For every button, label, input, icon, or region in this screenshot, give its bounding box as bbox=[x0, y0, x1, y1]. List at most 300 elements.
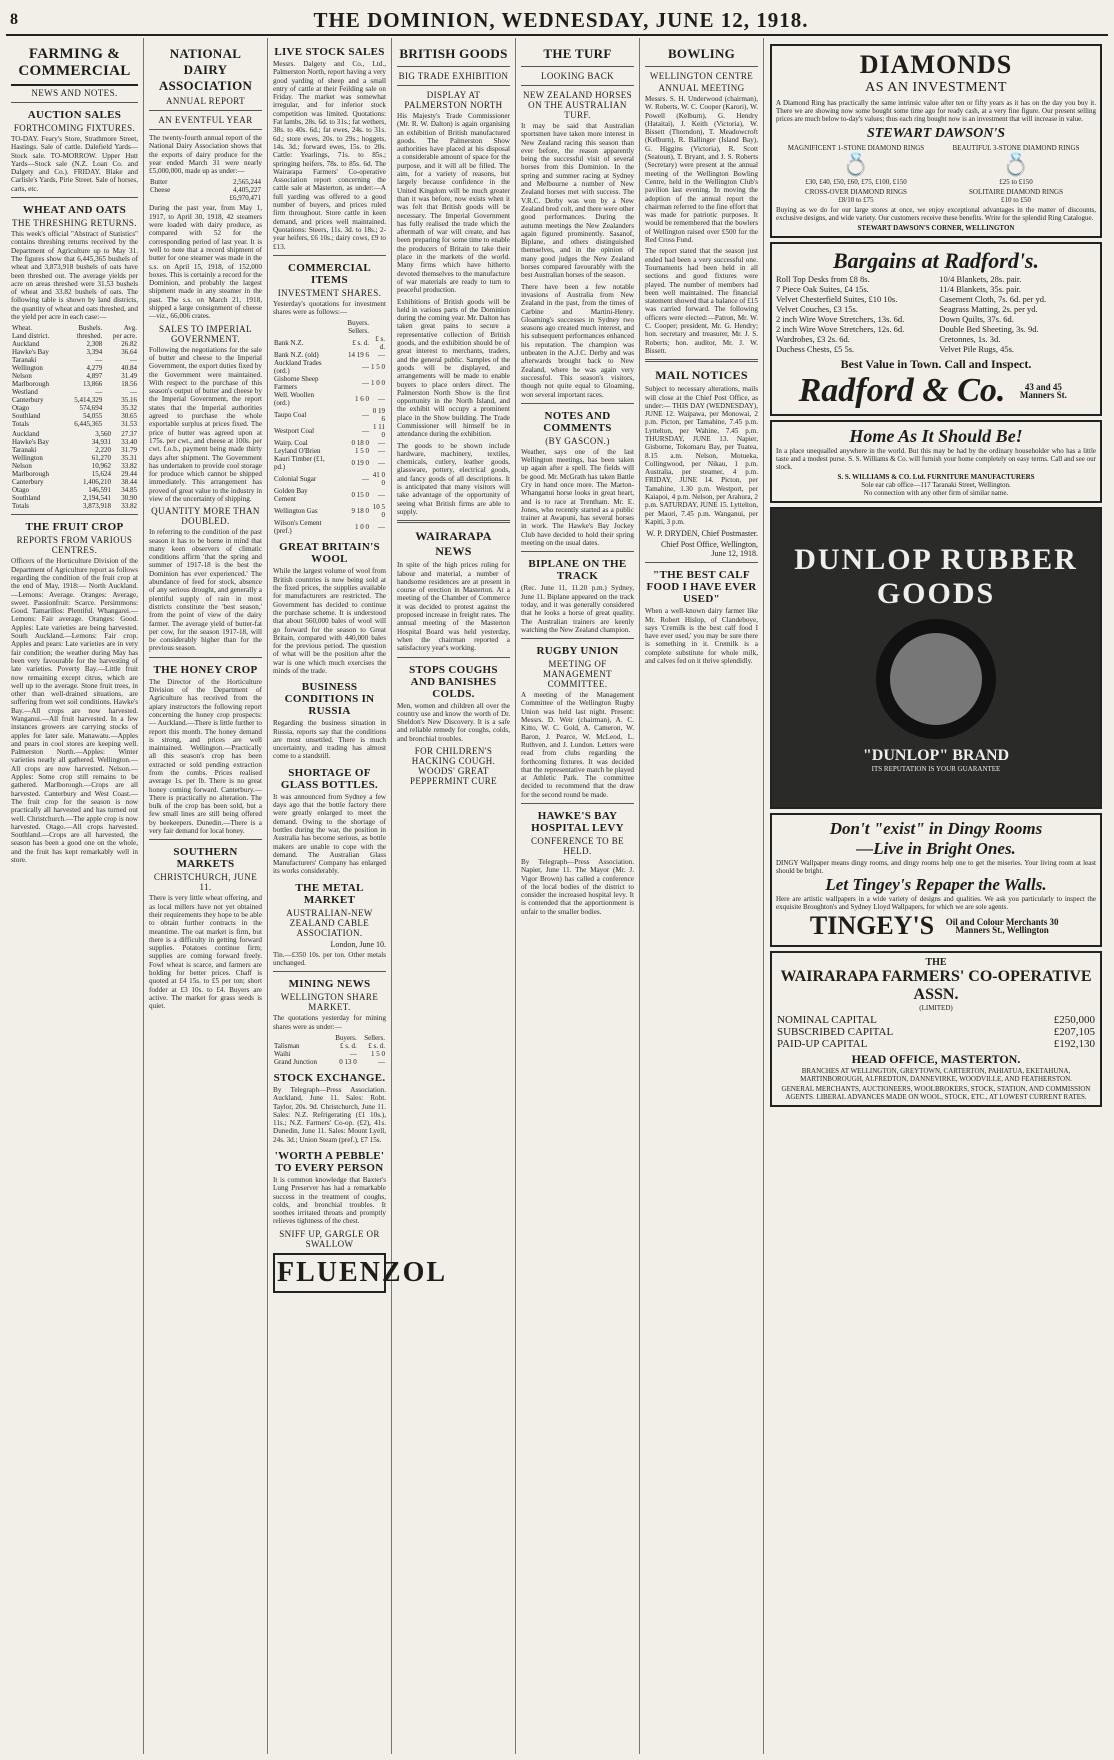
table-row bbox=[273, 391, 386, 407]
article-text: It may be said that Australian sportsmen have taken more interest in New Zealand racing this season than ever before, the reason apparently being the successful visit of several horses from this Dominion. In the spring and summer racing at Sydney and Melbourne a number of New Zealand horses met with success. The V.R.C. Derby was won by a New Zealand bred colt, and there were other good performances. During the autumn meetings the New Zealanders again figured prominently. Sasanof, Biplane, and others distinguished themselves, and in the opinion of many good judges the New Zealand horses compared favourably with the best Australian horses of the season. bbox=[521, 122, 634, 280]
table-row bbox=[273, 423, 386, 439]
table-row bbox=[11, 380, 138, 388]
article-subheading: REPORTS FROM VARIOUS CENTRES. bbox=[16, 535, 133, 556]
ad-title: DIAMONDS bbox=[859, 50, 1013, 79]
table-cell: Sellers. bbox=[364, 1033, 385, 1042]
list-item: Duchess Chests, £5 5s. bbox=[776, 344, 855, 354]
table-cell: — bbox=[378, 523, 385, 532]
article-heading: NOTES AND COMMENTS bbox=[543, 409, 612, 434]
table-row bbox=[11, 372, 138, 380]
ad-title: DUNLOP RUBBER GOODS bbox=[794, 543, 1078, 610]
divider bbox=[645, 359, 758, 362]
table-cell: — bbox=[378, 1057, 385, 1066]
table-row bbox=[11, 502, 138, 510]
list-item: Velvet Couches, £3 15s. bbox=[776, 304, 858, 314]
list-item: Roll Top Desks from £8 8s. bbox=[776, 274, 870, 284]
table-cell: £6,970,471 bbox=[229, 194, 261, 203]
table-cell: 146,591 bbox=[88, 486, 111, 495]
divider bbox=[645, 562, 758, 563]
article-text: By Telegraph—Press Association. Napier, June 11. The Mayor (Mr. J. Vigor Brown) has called a conference of the local bodies of the district to consider the increased hospital levy. It is contended that the apportionment is unfair to the smaller bodies. bbox=[521, 858, 634, 916]
table-cell: — bbox=[95, 388, 103, 397]
table-cell: 4,405,227 bbox=[233, 186, 261, 195]
table-cell: £250,000 bbox=[1053, 1014, 1095, 1026]
table-cell: Avg. bbox=[123, 324, 137, 333]
ad-brand: Radford & Co. bbox=[798, 372, 1006, 409]
table-cell: Waihi bbox=[274, 1049, 291, 1058]
article-heading: STOCK EXCHANGE. bbox=[273, 1071, 386, 1084]
section-subtitle: NEWS AND NOTES. bbox=[31, 88, 118, 98]
wheat-table bbox=[11, 324, 138, 428]
ad-subtitle: (LIMITED) bbox=[919, 1004, 953, 1012]
table-cell: Wairp. Coal bbox=[274, 439, 308, 448]
table-cell: NOMINAL CAPITAL bbox=[777, 1014, 877, 1026]
table-cell: 0 19 0 bbox=[351, 459, 369, 468]
article-text: When a well-known dairy farmer like Mr. Robert Hislop, of Clandeboye, says 'Cremilk is the best calf food I have ever used,' you may be sure there is something in it. Cremilk is a complete substitute for whole milk, and calves fed on it thrive splendidly. bbox=[645, 607, 758, 666]
dunlop-ad bbox=[770, 507, 1102, 809]
table-row bbox=[11, 356, 138, 364]
article-subheading: ANNUAL MEETING bbox=[658, 83, 745, 93]
ring-label: SOLITAIRE DIAMOND RINGS bbox=[969, 188, 1063, 196]
ad-branches: BRANCHES AT WELLINGTON, GREYTOWN, CARTERTON, PAHIATUA, EKETAHUNA, MARTINBOROUGH, ALFREDTON, DANNEVIRKE, WOODVILLE, AND FEATHERSTON. bbox=[800, 1067, 1072, 1083]
table-cell: Wellington Gas bbox=[274, 507, 318, 516]
table-row bbox=[11, 412, 138, 420]
table-cell: — bbox=[378, 439, 385, 448]
divider bbox=[645, 66, 758, 67]
article-subheading: WELLINGTON SHARE MARKET. bbox=[280, 992, 379, 1013]
table-cell: 29.44 bbox=[121, 470, 137, 479]
article-text: Exhibitions of British goods will be held in various parts of the Dominion during the coming year. Mr. Dalton has taken great pains to secure a representative collection of British goods, and the exhibition should be of great interest to merchants, traders, and the general public. Samples of the goods will be displayed, and arrangements will be made to enable buyers to place orders direct. The Palmerston North Show is the first opportunity in the North Island, and the exhibit will occupy a prominent place in the Show building. The Trade Commissioner will himself be in attendance during the exhibition. bbox=[397, 297, 510, 439]
article-subheading: FORTHCOMING FIXTURES. bbox=[13, 123, 136, 133]
divider bbox=[149, 657, 262, 658]
table-cell: Auckland bbox=[12, 430, 40, 439]
table-cell: 13,866 bbox=[83, 380, 103, 389]
article-text: Messrs. Dalgety and Co., Ltd., Palmerston North, report having a very good yarding of sheep and a small entry of cattle at their Feilding sale on Friday. The market was somewhat irregular, and for inferior stock competition was limited. Quotations: Fat lambs, 28s. 6d. to 31s.; fat wethers, 38s. to 40s. 6d.; fat ewes, 24s. to 31s. 6d.; store ewes, 20s. to 29s.; hoggets, 14s. 3d.; forward ewes, 15s. to 20s. Cattle: Yearlings, 71s. to 85s.; springing heifers, 78s. to 85s. 6d. The Wairarapa Farmers' Co-operative Association report concerning the cattle sale at Masterton, as under:—A full yarding was offered to a good number of buyers, and prices ruled firm throughout. Store cattle in keen demand, and prices well maintained. Quotations: Steers, 11s. 3d. to 18s.; 2-year heifers, £6 10s.; dairy cows, £9 to £13. bbox=[273, 60, 386, 251]
divider bbox=[521, 66, 634, 67]
oats-table bbox=[11, 430, 138, 510]
table-cell: 18.56 bbox=[121, 380, 137, 389]
table-row bbox=[273, 1050, 386, 1058]
column-farming bbox=[6, 38, 144, 1754]
table-cell: Westland bbox=[12, 388, 38, 397]
newspaper-title: THE DOMINION, WEDNESDAY, JUNE 12, 1918. bbox=[313, 7, 809, 32]
table-cell: 574,694 bbox=[79, 404, 103, 413]
table-cell: 4,279 bbox=[86, 364, 103, 373]
table-cell: — bbox=[362, 363, 369, 372]
column-dairy bbox=[144, 38, 268, 1754]
table-row bbox=[273, 455, 386, 471]
list-item: Cretonnes, 1s. 3d. bbox=[939, 334, 1001, 344]
article-subheading: DISPLAY AT PALMERSTON NORTH bbox=[404, 90, 503, 110]
ad-title: Don't "exist" in Dingy Rooms bbox=[829, 819, 1043, 838]
article-heading: COMMERCIAL ITEMS bbox=[287, 261, 372, 286]
ad-address: 43 and 45 Manners St. bbox=[1019, 382, 1067, 400]
article-text: Following the negotiations for the sale of butter and cheese to the Imperial Government, the export duties fixed by the Government were maintained. With respect to the purchase of this season's output of butter and cheese by the Imperial Government, the report states that the Imperial authorities agreed to purchase the whole exportable surplus at prices fixed. The price of butter was agreed upon at 175s. per cwt., and cheese at 100s. per cwt. f.o.b., payment being made thirty days after shipment. The Government has undertaken to provide cool storage for produce which cannot be shipped immediately. This arrangement has proved of great value to the industry in view of the uncertainty of shipping. bbox=[149, 345, 262, 503]
table-row bbox=[11, 494, 138, 502]
table-cell: 38.44 bbox=[121, 478, 137, 487]
table-cell: Taranaki bbox=[12, 446, 37, 455]
table-cell: 2,194,541 bbox=[82, 494, 111, 503]
ad-text: Buying as we do for our large stores at once, we enjoy exceptional advantages in the matter of discounts, exclusive designs, and wide variety. Our customers receive these benefits. Write for the splendid Ring Catalogue. bbox=[776, 206, 1096, 222]
table-cell: Hawke's Bay bbox=[12, 348, 49, 357]
radford-list-left bbox=[776, 274, 933, 354]
table-row bbox=[11, 364, 138, 372]
ad-trade: GENERAL MERCHANTS, AUCTIONEERS, WOOLBROKERS, STOCK, STATION, AND COMMISSION AGENTS. LIBERAL ADVANCES MADE ON WOOL, STOCK, ETC., AT LOWEST CURRENT RATES. bbox=[781, 1085, 1091, 1101]
article-subheading: THE THRESHING RETURNS. bbox=[12, 218, 137, 229]
page-number: 8 bbox=[10, 11, 18, 28]
table-row bbox=[11, 470, 138, 478]
table-cell: 1 5 0 bbox=[355, 447, 369, 456]
table-row bbox=[11, 486, 138, 494]
divider bbox=[521, 638, 634, 639]
ad-slogan: Let Tingey's Repaper the Walls. bbox=[825, 875, 1047, 894]
list-item: 2 inch Wire Wove Stretchers, 13s. 6d. bbox=[776, 314, 905, 324]
article-subheading: BIG TRADE EXHIBITION bbox=[398, 71, 509, 81]
table-cell: 9 18 0 bbox=[351, 507, 369, 516]
mining-table bbox=[273, 1034, 386, 1066]
table-cell: 3,394 bbox=[86, 348, 103, 357]
ad-office: HEAD OFFICE, MASTERTON. bbox=[851, 1052, 1021, 1066]
table-row bbox=[776, 1026, 1096, 1038]
table-cell: Taupo Coal bbox=[274, 411, 307, 420]
article-heading: SOUTHERN MARKETS bbox=[173, 846, 238, 871]
table-cell: Land district. bbox=[12, 332, 50, 341]
article-heading: SHORTAGE OF GLASS BOTTLES. bbox=[280, 766, 379, 791]
divider bbox=[273, 255, 386, 256]
list-item: 2 inch Wire Wove Stretchers, 12s. 6d. bbox=[776, 324, 905, 334]
table-cell: 34,931 bbox=[91, 438, 111, 447]
ad-footer: STEWART DAWSON'S CORNER, WELLINGTON bbox=[857, 224, 1015, 232]
article-text: It is common knowledge that Baxter's Lung Preserver has had a remarkable success in the treatment of coughs, colds, and bronchial troubles. It soothes irritated throats and promptly relieves tightness of the chest. bbox=[273, 1176, 386, 1226]
article-heading: STOPS COUGHS AND BANISHES COLDS. bbox=[409, 663, 498, 700]
article-text: TO-DAY. Feary's Store, Strathmore Street, Hastings. Sale of cattle. Dalefield Yards—Stock sale. TO-MORROW. Upper Hutt Yards—Stock sale (N.Z. Loan Co. and Dalgety and Co.). FRIDAY. Blake and Carlisle's Yards, Pirie Street. Sale of horses, carts, etc. bbox=[11, 135, 138, 193]
table-cell: 10 5 0 bbox=[372, 503, 385, 520]
list-item: 10/4 Blankets, 28s. pair. bbox=[939, 274, 1022, 284]
article-text: By Telegraph—Press Association. Auckland, June 11. Sales: Robt. Taylor, 20s. 9d. Christchurch, June 11. Sales: N.Z. Refrigerating (£1 10s.), 11s.; N.Z. Farmers' Co-op. (£2), 41s. Dunedin, June 11. Sales: Mount Lyell, 24s. 3d.; Union Steam (pref.), £7 15s. bbox=[273, 1085, 386, 1144]
article-text: Subject to necessary alterations, mails will close at the Chief Post Office, as under:— THIS DAY (WEDNESDAY), JUNE 12. Waipawa, per Monowai, 2 p.m. Picton, per Tamahine, 7.45 p.m. Lyttelton, per Wahine, 7.45 p.m. THURSDAY, JUNE 13. Napier, Gisborne, Tokomaru Bay, per Tuatea, 8.15 a.m. Nelson, Motueka, Collingwood, per Nikau, 1 p.m. Australia, per steamer, 4 p.m. FRIDAY, JUNE 14. Picton, per Tamahine, 1.30 p.m. Westport, per Kaiapoi, 4 p.m. Nelson, per Arahura, 2 p.m. SATURDAY, JUNE 15. Lyttelton, per Maori, 7.45 p.m. Wanganui, per Kapiti, 3 p.m. bbox=[645, 385, 758, 526]
table-cell: 15,624 bbox=[91, 470, 111, 479]
table-cell: Bank N.Z. (old) bbox=[274, 351, 319, 360]
table-row bbox=[11, 420, 138, 428]
table-row bbox=[11, 454, 138, 462]
ad-title: Home As It Should Be! bbox=[849, 426, 1023, 446]
williams-ad bbox=[770, 420, 1102, 503]
table-cell: 2,565,244 bbox=[233, 178, 261, 187]
article-text: It was announced from Sydney a few days ago that the bottle factory there were greatly enlarged to meet the demand. Owing to the shortage of bottles during the war, the position in Australia has become serious, as bottle makers are unable to cope with the demand. The Australian Glass Manufacturers' Company has enlarged its works considerably. bbox=[273, 792, 386, 876]
article-text: A meeting of the Management Committee of the Wellington Rugby Union was held last night. Present: Messrs. D. Weir (chairman), A. C. Kitto, W. C. Gold, A. Cameron, W. Baron, J. Pearce, W. McLeod, L. Ruthven, and J. Lundon. Letters were read from clubs regarding the forthcoming fixtures. It was decided that the representative match be played at Athletic Park. The committee decided to recommend that the draw for the second round be made. bbox=[521, 691, 634, 799]
ad-subtitle: ITS REPUTATION IS YOUR GUARANTEE bbox=[871, 765, 1001, 773]
table-row bbox=[776, 1038, 1096, 1050]
table-cell: 30.90 bbox=[121, 494, 137, 503]
table-row bbox=[11, 478, 138, 486]
article-subheading: CONFERENCE TO BE HELD. bbox=[530, 836, 625, 856]
ad-subtitle: AS AN INVESTMENT bbox=[865, 80, 1007, 95]
ring-price: £30, £40, £50, £60, £75, £100, £150 bbox=[805, 178, 907, 186]
table-cell: 54,055 bbox=[83, 412, 103, 421]
ad-address: Oil and Colour Merchants 30 Manners St., Wellington bbox=[945, 917, 1059, 935]
table-cell: Canterbury bbox=[12, 478, 44, 487]
ad-brand: "DUNLOP" BRAND bbox=[862, 747, 1010, 764]
divider bbox=[149, 839, 262, 840]
article-heading: HAWKE'S BAY HOSPITAL LEVY bbox=[531, 810, 624, 834]
column-bowling bbox=[640, 38, 764, 1754]
column-advertisements bbox=[764, 38, 1108, 1754]
table-cell: £ s. d. bbox=[352, 339, 369, 348]
table-cell: Gisborne Sheep Farmers bbox=[274, 375, 319, 392]
table-row bbox=[273, 439, 386, 447]
column-turf bbox=[516, 38, 640, 1754]
article-heading: LIVE STOCK SALES bbox=[274, 46, 385, 58]
table-cell: 1 5 0 bbox=[371, 1049, 385, 1058]
article-heading: BIPLANE ON THE TRACK bbox=[528, 558, 627, 583]
table-cell: 1 5 0 bbox=[371, 363, 385, 372]
shares-table bbox=[273, 319, 386, 535]
table-cell: Nelson bbox=[12, 372, 32, 381]
table-row bbox=[273, 519, 386, 535]
article-text: Regarding the business situation in Russia, reports say that the conditions are most unsettled. There is much uncertainty, and trading has almost come to a standstill. bbox=[273, 719, 386, 761]
diamonds-ad bbox=[770, 44, 1102, 238]
table-cell: Bushels. bbox=[78, 324, 103, 333]
table-cell: Auckland Trades (ord.) bbox=[274, 359, 322, 376]
list-item: Double Bed Sheeting, 3s. 9d. bbox=[939, 324, 1039, 334]
divider bbox=[149, 129, 262, 130]
table-cell: Auckland bbox=[12, 340, 40, 349]
table-cell: Wellington bbox=[12, 364, 43, 373]
table-row bbox=[273, 503, 386, 519]
table-cell: — bbox=[378, 447, 385, 456]
divider bbox=[273, 971, 386, 972]
signature: W. P. DRYDEN, Chief Postmaster. bbox=[646, 529, 758, 539]
ring-icon: 💍 bbox=[842, 152, 870, 177]
table-row bbox=[11, 324, 138, 332]
table-cell: £207,105 bbox=[1053, 1026, 1095, 1038]
table-cell: Westport Coal bbox=[274, 427, 315, 436]
table-cell: 26.82 bbox=[121, 340, 137, 349]
article-heading: RUGBY UNION bbox=[536, 645, 619, 658]
divider bbox=[521, 85, 634, 86]
table-cell: Colonial Sugar bbox=[274, 475, 317, 484]
table-cell: £ s. d. bbox=[368, 1041, 385, 1050]
article-text: The Director of the Horticulture Division of the Department of Agriculture has received from the apiary instructors the following report concerning the honey crop prospects:— Auckland.—There is little further to report this month. The honey demand is strong, and prices are well maintained. Wellington.—Practically all this season's crop has been extracted or sold pending extraction from the combs. Prices realised average 1s. per lb. There is no great honey coming forward. Canterbury.—There is practically no alteration. The bulk of the crop has been sold, but a few small lines are still being offered by beekeepers. Dunedin.—There is a very fair demand for local honey. bbox=[149, 677, 262, 836]
article-text: Tin.—£350 10s. per ton. Other metals unchanged. bbox=[273, 950, 386, 968]
ring-label: CROSS-OVER DIAMOND RINGS bbox=[805, 188, 907, 196]
table-cell: Talisman bbox=[274, 1041, 300, 1050]
list-item: Velvet Chesterfield Suites, £10 10s. bbox=[776, 294, 898, 304]
article-text: This week's official "Abstract of Statistics" contains threshing returns received by the Department of Agriculture up to May 31. The figures show that 6,445,365 bushels of wheat and 3,873,918 bushels of oats have been threshed out. The average yields per acre on areas threshed were 31.53 bushels of wheat and 33.82 bushels of oats. The following table is shown by land districts, the quantity of wheat and oats threshed, and the yield per acre in each case:— bbox=[11, 230, 138, 322]
table-cell: Leyland O'Brien bbox=[274, 447, 321, 456]
article-text: Weather, says one of the last Wellington meetings, has been taken up again after a spell. The fields will be good. Mr. McGrath has taken Battle Cry in hand once more. The Marton-Whanganui horse looks in great heart, and is to race at Trentham. Mr. E. Jones, who recently started as a public trainer at Awapuni, has several horses in work. The Hawke's Bay Jockey Club have decided to hold their spring meeting on the usual dates. bbox=[521, 447, 634, 548]
table-cell: 27.37 bbox=[121, 430, 137, 439]
table-cell: — bbox=[362, 427, 369, 436]
table-cell: 33.40 bbox=[121, 438, 137, 447]
table-cell: Wilson's Cement (pref.) bbox=[274, 519, 322, 536]
table-cell: — bbox=[349, 1049, 357, 1058]
article-text: Messrs. S. H. Underwood (chairman), W. Roberts, W. C. Cooper (Karori), W. Powell (Kelburn), G. Hendry (Hataitai), J. Keith (Victoria), W. Bissett (Thorndon), T. Meadowcroft (Kelburn), R. Ballinger (Island Bay), G. Higgins (Victoria), R. Scott (Seatoun), T. Bryant, and J. S. Roberts (Secretary) were present at the annual meeting of the Wellington Bowling Centre, held in the Wellington Club's pavilion last evening. In moving the adoption of the annual report the chairman referred to the fine effort that was made for patriotic purposes. It would be remembered that the bowlers of Wellington raised over £500 for the Red Cross Fund. bbox=[645, 95, 758, 245]
article-subheading: (BY GASCON.) bbox=[545, 435, 610, 446]
table-cell: Wellington bbox=[12, 454, 43, 463]
ad-text: DINGY Wallpaper means dingy rooms, and dingy rooms help one to get the miseries. Your living room at least should be bright. bbox=[776, 859, 1096, 875]
ring-label: MAGNIFICENT 1-STONE DIAMOND RINGS bbox=[787, 144, 925, 152]
ad-footer: FOR CHILDREN'S HACKING COUGH. WOODS' GREAT PEPPERMINT CURE bbox=[409, 746, 498, 786]
tyre-icon bbox=[876, 619, 996, 739]
article-text: Officers of the Horticulture Division of the Department of Agriculture report as follows regarding the condition of the fruit crop at the end of May, 1918:— North Auckland.—Lemons: Average. Oranges: Average, sweet. Passionfruit: Scarce. Persimmons: Good. Tamarillos: Plentiful. Whangarei.—Lemons: Fair average. Oranges: Good. Apples: Late varieties are being harvested. South Auckland.—Lemons: Fair crop. Apples and pears: Late varieties are in very fair condition; the weather during May has been very favourable for the harvesting of late varieties. Poverty Bay.—Little fruit now remaining except citrus, which are well up to the average. Stone fruit trees, in other than well-drained situations, are suffering from wet soil conditions. Hawke's Bay.—All crops are now harvested. Wanganui.—All fruit harvested. In a few instances growers are carrying stocks of apples for later sale. Manawatu.—Apples and pears in cool stores are keeping well. Palmerston North.—Apples: Winter varieties nearly all gathered. Wellington.—All crops are now harvested. Nelson.—Apples: Some crop still remains to be gathered. Marlborough.—Crops are all harvested. Canterbury and West Coast.—The fruit crop for the season is now practically all harvested and has turned out well. Christchurch.—The apple crop is now harvested. Otago.—All crops harvested. Southland.—Crops are all harvested, the season has been a good one on the whole, and the fruit has kept remarkably well in store. bbox=[11, 557, 138, 865]
table-cell: — bbox=[130, 356, 137, 365]
divider bbox=[149, 110, 262, 111]
table-cell: 14 19 6 bbox=[348, 351, 369, 360]
divider bbox=[11, 102, 138, 103]
ad-pretitle: THE bbox=[925, 957, 947, 968]
article-text: Yesterday's quotations for investment shares were as follows:— bbox=[273, 299, 386, 317]
article-heading: THE METAL MARKET bbox=[295, 881, 364, 906]
ad-title: Bargains at Radford's. bbox=[833, 248, 1039, 273]
table-row bbox=[11, 348, 138, 356]
article-text: In spite of the high prices ruling for labour and material, a number of handsome residences are at present in course of erection in Masterton. At a meeting of the Chamber of Commerce it was decided to protest against the proposed increase in freight rates. The annual meeting of the Masterton Hospital Board was held yesterday, when the chairman reported a satisfactory year's working. bbox=[397, 561, 510, 653]
divider bbox=[11, 514, 138, 515]
table-cell: 33.82 bbox=[121, 502, 137, 511]
table-cell: Totals bbox=[12, 420, 30, 429]
article-text: The goods to be shown include hardware, machinery, textiles, chemicals, cutlery, leather goods, glassware, pottery, electrical goods, and fancy goods of all descriptions. It is anticipated that many visitors will take advantage of the opportunity of seeing what British firms are able to supply. bbox=[397, 441, 510, 516]
list-item: 11/4 Blankets, 35s. pair. bbox=[939, 284, 1022, 294]
article-subheading: AN EVENTFUL YEAR bbox=[158, 115, 253, 125]
ad-slogan: Best Value in Town. Call and Inspect. bbox=[840, 357, 1032, 371]
table-cell: Buyers. Sellers. bbox=[347, 319, 369, 336]
article-heading: NATIONAL DAIRY ASSOCIATION bbox=[158, 46, 253, 93]
table-cell: Golden Bay Cement bbox=[274, 487, 308, 504]
table-row bbox=[273, 359, 386, 375]
table-cell: Marlborough bbox=[12, 470, 49, 479]
divider bbox=[397, 520, 510, 523]
list-item: 7 Piece Oak Suites, £4 15s. bbox=[776, 284, 869, 294]
table-cell: Buyers. bbox=[335, 1033, 357, 1042]
divider bbox=[397, 85, 510, 86]
table-cell: — bbox=[362, 379, 369, 388]
ad-note: No connection with any other firm of similar name. bbox=[863, 489, 1009, 497]
table-cell: — bbox=[130, 388, 137, 397]
article-text: There have been a few notable invasions of Australia from New Zealand in the past, from the times of Carbine and Martini-Henry. Gloaming's successes in Sydney two seasons ago created much interest, and his subsequent performances enhanced his reputation. The champion was unbeaten in the A.J.C. Derby and was afterwards brought back to New Zealand, where he was again very successful. This season's visitors, though not quite equal to Gloaming, won several important races. bbox=[521, 282, 634, 399]
article-heading: MINING NEWS bbox=[288, 978, 371, 991]
article-heading: THE FRUIT CROP bbox=[25, 521, 124, 534]
table-cell: 31.53 bbox=[121, 420, 137, 429]
table-row bbox=[273, 1034, 386, 1042]
table-cell: 10,962 bbox=[91, 462, 111, 471]
table-cell: 0 13 0 bbox=[339, 1057, 357, 1066]
table-cell: £ s. d. bbox=[340, 1041, 357, 1050]
table-row bbox=[273, 351, 386, 359]
table-cell: Marlborough bbox=[12, 380, 49, 389]
article-text: The twenty-fourth annual report of the National Dairy Association shows that the exports of dairy produce for the year ended March 31 were nearly £5,000,000, made up as under:— bbox=[149, 134, 262, 176]
list-item: Wardrobes, £3 2s. 6d. bbox=[776, 334, 850, 344]
table-row bbox=[11, 388, 138, 396]
table-cell: — bbox=[362, 411, 369, 420]
article-heading: MAIL NOTICES bbox=[655, 368, 748, 383]
table-cell: Otago bbox=[12, 486, 30, 495]
table-cell: 0 18 0 bbox=[351, 439, 369, 448]
article-subheading: CHRISTCHURCH, JUNE 11. bbox=[153, 872, 258, 893]
table-cell: Nelson bbox=[12, 462, 32, 471]
ring-price: £10 to £50 bbox=[1001, 196, 1031, 204]
table-cell: 3,873,918 bbox=[82, 502, 111, 511]
table-cell bbox=[370, 319, 386, 335]
table-cell: 35.31 bbox=[121, 454, 137, 463]
article-heading: BRITISH GOODS bbox=[399, 46, 508, 61]
signature-date: Chief Post Office, Wellington, June 12, 1918. bbox=[660, 540, 758, 559]
table-row bbox=[11, 332, 138, 340]
article-subheading: LOOKING BACK bbox=[540, 71, 615, 81]
article-text: In referring to the condition of the past season it has to be borne in mind that many keen observers of climatic conditions affirm 'that the spring and summer of 1917-18 is the best the Dominion has ever experienced.' The abundance of feed for stock, absence of any serious drought, and generally a plentiful supply of rain in most districts constitute the 'best season,' from the point of view of the dairy farmer. The average yield of butter-fat per cow, for the season 1917-18, will be considerably higher than for the previous season. bbox=[149, 528, 262, 653]
wairarapa-farmers-ad bbox=[770, 951, 1102, 1107]
ad-text: A Diamond Ring has practically the same intrinsic value after ten or fifty years as it has on the day you buy it. There we are showing now some bought some time ago for ready cash, at a very fine figure. Our present selling prices are much below to-day's values; thus each ring bought now is an investment that will increase in value. bbox=[776, 99, 1096, 123]
article-text: His Majesty's Trade Commissioner (Mr. R. W. Dalton) is again organising an exhibition of British manufactured goods. The Palmerston Show authorities have placed at his disposal a considerable amount of space for the purpose, and it will all be filled. The aim, for a variety of reasons, but largely because confidence in the United Kingdom will be much greater than it was before, now exists when it was felt that British goods will be necessary. The Imperial Government has fully realised the trade which the aftermath of war will create, and has been preparing for some time to enable the producers of Britain to take their place in the markets of the world. Many firms which have hitherto devoted themselves to the manufacture of war materials are ready to turn to peaceful production. bbox=[397, 112, 510, 295]
article-subheading: NEW ZEALAND HORSES ON THE AUSTRALIAN TURF. bbox=[522, 90, 633, 120]
table-cell: Taranaki bbox=[12, 356, 37, 365]
table-cell: 2,308 bbox=[86, 340, 103, 349]
table-cell: Hawke's Bay bbox=[12, 438, 49, 447]
ad-text: In a place unequalled anywhere in the world. But this may be had by the ordinary householder who has a little taste and a modest purse. S. S. Williams & Co. will furnish your home completely on easy terms. Call and see our stock. bbox=[776, 447, 1096, 471]
ad-brand: TINGEY'S bbox=[809, 911, 935, 940]
article-text: During the past year, from May 1, 1917, to April 30, 1918, 42 steamers were loaded with dairy produce, as compared with 52 for the corresponding period of last year. It is well to note that a record shipment of butter for one steamer was made in the s.s. on April 15, 1918, of 152,000 boxes. This is certainly a record for the Dominion, and probably the largest shipment made in any steamer in the past. The s.s. on March 21, 1918, shipped a large consignment of cheese—viz., 66,006 crates. bbox=[149, 204, 262, 321]
table-cell bbox=[273, 1034, 329, 1042]
table-cell: Canterbury bbox=[12, 396, 44, 405]
ring-price: £8/10 to £75 bbox=[838, 196, 874, 204]
article-heading: THE TURF bbox=[543, 46, 612, 61]
fluenzol-ad: FLUENZOL bbox=[273, 1253, 386, 1293]
dateline: London, June 10. bbox=[330, 939, 386, 949]
ad-tagline: SNIFF UP, GARGLE OR SWALLOW bbox=[279, 1228, 380, 1249]
table-cell: — bbox=[378, 459, 385, 468]
table-cell: £ s. d. bbox=[375, 335, 385, 352]
table-cell: 1 6 0 bbox=[355, 395, 369, 404]
tingey-ad bbox=[770, 813, 1102, 947]
table-cell: per acre. bbox=[112, 332, 137, 341]
article-text: The quotations yesterday for mining shares were as under:— bbox=[273, 1014, 386, 1031]
table-row bbox=[776, 1014, 1096, 1026]
article-text: (Rec. June 11, 11.20 p.m.) Sydney, June 11. Biplane appeared on the track today, and it was generally considered that he looks a horse of great quality. The Australian trainers are keenly watching the New Zealand champion. bbox=[521, 584, 634, 634]
table-row bbox=[273, 375, 386, 391]
table-cell: Southland bbox=[12, 412, 41, 421]
table-cell: 6,445,365 bbox=[74, 420, 103, 429]
divider bbox=[11, 197, 138, 198]
table-cell: 0 19 6 bbox=[372, 407, 385, 424]
table-row bbox=[273, 487, 386, 503]
article-subheading: ANNUAL REPORT bbox=[165, 96, 246, 106]
radford-ad bbox=[770, 242, 1102, 416]
table-cell: — bbox=[95, 356, 103, 365]
masthead bbox=[6, 6, 1108, 36]
article-heading: GREAT BRITAIN'S WOOL bbox=[279, 541, 380, 566]
table-cell: — bbox=[378, 491, 385, 500]
table-cell: Well. Woollen (ord.) bbox=[274, 391, 314, 408]
table-cell: 31.49 bbox=[121, 372, 137, 381]
article-heading: 'WORTH A PEBBLE' TO EVERY PERSON bbox=[274, 1150, 385, 1174]
table-cell: 31.79 bbox=[121, 446, 137, 455]
table-cell: — bbox=[378, 395, 385, 404]
table-cell: Wheat. bbox=[12, 324, 33, 333]
table-cell: threshed. bbox=[76, 332, 103, 341]
article-heading: BUSINESS CONDITIONS IN RUSSIA bbox=[284, 681, 375, 718]
table-cell: 40.84 bbox=[121, 364, 137, 373]
ad-brand: S. S. WILLIAMS & CO. Ltd. FURNITURE MANUFACTURERS bbox=[837, 473, 1035, 481]
table-row bbox=[11, 396, 138, 404]
table-cell: Southland bbox=[12, 494, 41, 503]
column-stock bbox=[268, 38, 448, 1754]
article-heading: BOWLING bbox=[667, 46, 736, 61]
table-cell: 34.85 bbox=[121, 486, 137, 495]
table-cell: 61,270 bbox=[91, 454, 111, 463]
export-table bbox=[149, 178, 262, 202]
article-heading: WHEAT AND OATS bbox=[22, 204, 127, 217]
table-cell: Grand Junction bbox=[274, 1057, 317, 1066]
table-cell: 36.64 bbox=[121, 348, 137, 357]
article-subheading: AUSTRALIAN-NEW ZEALAND CABLE ASSOCIATION. bbox=[286, 907, 373, 938]
